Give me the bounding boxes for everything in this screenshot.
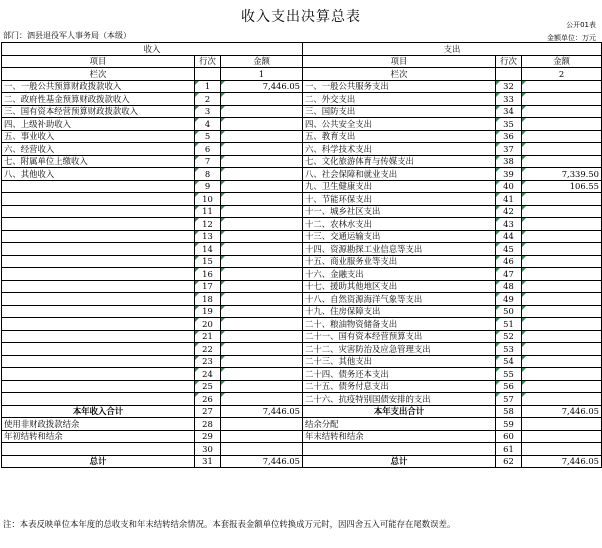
income-item-cell [2,268,195,281]
expense-item-cell: 十一、城乡社区支出 [303,205,496,218]
income-item-cell [2,393,195,406]
income-amount-cell [221,330,303,343]
income-item-cell: 年初结转和结余 [2,430,195,443]
income-amount-cell [221,230,303,243]
expense-line-header: 行次 [496,55,522,68]
expense-item-cell: 八、社会保障和就业支出 [303,168,496,181]
expense-amount-cell [522,255,602,268]
expense-line-cell: 48 [496,280,522,293]
income-line-cell: 7 [195,155,221,168]
expense-item-header: 项目 [303,55,496,68]
expense-col-number: 2 [522,68,602,81]
income-amount-cell [221,443,303,456]
expense-line-cell: 60 [496,430,522,443]
income-item-cell [2,230,195,243]
table-row [2,268,602,281]
expense-amount-cell [522,143,602,156]
income-line-cell: 3 [195,105,221,118]
expense-line-cell: 59 [496,418,522,431]
income-item-cell [2,180,195,193]
income-line-cell: 29 [195,430,221,443]
income-item-cell: 四、上级补助收入 [2,118,195,131]
expense-line-cell: 57 [496,393,522,406]
header-row-column-numbers [2,68,602,81]
income-line-cell: 24 [195,368,221,381]
footnote: 注：本表反映单位本年度的总收支和年末结转结余情况。本套报表金额单位转换成万元时，因四舍五入可能存在尾数误差。 [3,519,456,529]
expense-item-cell: 十、节能环保支出 [303,193,496,206]
expense-amount-cell [522,368,602,381]
expense-amount-cell [522,93,602,106]
expense-line-cell: 50 [496,305,522,318]
expense-amount-cell [522,430,602,443]
income-item-header: 项目 [2,55,195,68]
expense-line-cell: 40 [496,180,522,193]
income-amount-cell [221,243,303,256]
income-line-cell: 15 [195,255,221,268]
budget-summary-table [1,42,602,468]
expense-line-cell: 33 [496,93,522,106]
income-amount-cell [221,255,303,268]
income-item-cell [2,280,195,293]
form-number: 公开01表 [566,21,596,29]
expense-item-cell: 二十六、抗疫特别国债安排的支出 [303,393,496,406]
table-row [2,80,602,93]
expense-amount-cell: 106.55 [522,180,602,193]
income-item-cell [2,368,195,381]
expense-line-cell: 34 [496,105,522,118]
expense-line-cell: 36 [496,130,522,143]
table-row [2,305,602,318]
table-row [2,180,602,193]
expense-amount-cell [522,305,602,318]
expense-line-cell: 58 [496,405,522,418]
income-line-cell: 10 [195,193,221,206]
expense-amount-cell [522,268,602,281]
income-amount-cell: 7,446.05 [221,80,303,93]
expense-amount-cell [522,418,602,431]
expense-line-cell: 53 [496,343,522,356]
expense-line-cell: 49 [496,293,522,306]
expense-amount-cell [522,318,602,331]
expense-item-cell: 五、教育支出 [303,130,496,143]
income-item-cell [2,443,195,456]
expense-line-cell: 55 [496,368,522,381]
expense-item-cell: 本年支出合计 [303,405,496,418]
income-line-cell: 17 [195,280,221,293]
expense-item-cell: 十二、农林水支出 [303,218,496,231]
expense-item-cell: 十七、援助其他地区支出 [303,280,496,293]
expense-line-cell: 42 [496,205,522,218]
expense-line-cell: 37 [496,143,522,156]
income-amount-cell [221,180,303,193]
income-amount-cell [221,293,303,306]
expense-item-cell: 结余分配 [303,418,496,431]
income-item-cell: 使用非财政拨款结余 [2,418,195,431]
expense-item-cell: 十九、住房保障支出 [303,305,496,318]
income-item-cell [2,243,195,256]
table-row [2,418,602,431]
table-row [2,380,602,393]
income-amount-cell [221,355,303,368]
table-row [2,205,602,218]
expense-item-cell: 年末结转和结余 [303,430,496,443]
table-row [2,118,602,131]
expense-line-cell: 51 [496,318,522,331]
income-item-cell: 五、事业收入 [2,130,195,143]
income-item-cell [2,255,195,268]
expense-line-cell: 56 [496,380,522,393]
income-amount-cell [221,105,303,118]
income-line-cell: 25 [195,380,221,393]
expense-amount-cell [522,205,602,218]
income-header: 收入 [2,43,303,56]
income-line-cell: 28 [195,418,221,431]
income-line-cell: 22 [195,343,221,356]
income-amount-cell [221,280,303,293]
income-amount-cell [221,343,303,356]
expense-line-cell: 47 [496,268,522,281]
expense-item-cell: 六、科学技术支出 [303,143,496,156]
expense-line-cell: 32 [496,80,522,93]
expense-line-cell: 35 [496,118,522,131]
income-amount-cell [221,430,303,443]
table-row [2,230,602,243]
expense-item-cell: 二十、粮油物资储备支出 [303,318,496,331]
income-amount-cell [221,155,303,168]
income-item-cell: 一、一般公共预算财政拨款收入 [2,80,195,93]
expense-item-cell: 十四、资源勘探工业信息等支出 [303,243,496,256]
table-row [2,255,602,268]
expense-amount-header: 金额 [522,55,602,68]
income-amount-cell [221,205,303,218]
table-row [2,455,602,468]
income-line-cell: 21 [195,330,221,343]
income-line-cell: 19 [195,305,221,318]
expense-item-cell: 四、公共安全支出 [303,118,496,131]
income-line-cell: 4 [195,118,221,131]
income-amount-cell [221,130,303,143]
header-row-section [2,43,602,56]
table-row [2,318,602,331]
income-item-cell: 总计 [2,455,195,468]
income-amount-cell [221,305,303,318]
income-item-cell: 本年收入合计 [2,405,195,418]
expense-line-cell: 46 [496,255,522,268]
table-row [2,280,602,293]
income-item-cell: 七、附属单位上缴收入 [2,155,195,168]
expense-amount-cell [522,105,602,118]
income-item-cell [2,380,195,393]
income-amount-header: 金额 [221,55,303,68]
expense-amount-cell [522,243,602,256]
income-line-cell: 18 [195,293,221,306]
income-amount-cell [221,168,303,181]
expense-amount-cell [522,280,602,293]
expense-item-cell: 二十三、其他支出 [303,355,496,368]
expense-item-cell: 总计 [303,455,496,468]
income-line-cell: 12 [195,218,221,231]
income-amount-cell [221,268,303,281]
table-row [2,218,602,231]
table-row [2,355,602,368]
expense-amount-cell: 7,446.05 [522,455,602,468]
income-item-cell [2,305,195,318]
income-line-cell: 16 [195,268,221,281]
expense-line-cell: 52 [496,330,522,343]
income-amount-cell: 7,446.05 [221,405,303,418]
table-row [2,155,602,168]
income-item-cell: 三、国有资本经营预算财政拨款收入 [2,105,195,118]
income-line-cell: 5 [195,130,221,143]
page-title: 收入支出决算总表 [241,9,361,25]
income-col-label: 栏次 [2,68,195,81]
income-item-cell: 六、经营收入 [2,143,195,156]
expense-col-label: 栏次 [303,68,496,81]
income-line-cell: 30 [195,443,221,456]
expense-item-cell: 十三、交通运输支出 [303,230,496,243]
income-item-cell [2,293,195,306]
header-row-columns [2,55,602,68]
income-amount-cell [221,418,303,431]
expense-item-cell: 十五、商业服务业等支出 [303,255,496,268]
income-line-cell: 1 [195,80,221,93]
income-line-cell: 31 [195,455,221,468]
income-col-number: 1 [221,68,303,81]
expense-amount-cell [522,443,602,456]
expense-amount-cell [522,393,602,406]
income-line-cell: 20 [195,318,221,331]
table-row [2,168,602,181]
expense-amount-cell [522,293,602,306]
expense-line-cell: 44 [496,230,522,243]
income-line-cell: 11 [195,205,221,218]
income-amount-cell [221,380,303,393]
income-amount-cell [221,318,303,331]
income-amount-cell [221,93,303,106]
income-item-cell [2,193,195,206]
income-amount-cell [221,218,303,231]
income-item-cell [2,205,195,218]
expense-amount-cell [522,343,602,356]
table-row [2,405,602,418]
expense-amount-cell [522,80,602,93]
table-row [2,93,602,106]
income-line-cell: 9 [195,180,221,193]
expense-amount-cell [522,230,602,243]
expense-line-cell: 62 [496,455,522,468]
income-item-cell [2,343,195,356]
expense-item-cell: 二十五、债务付息支出 [303,380,496,393]
expense-amount-cell [522,193,602,206]
table-row [2,443,602,456]
income-amount-cell [221,193,303,206]
expense-item-cell: 二十四、债务还本支出 [303,368,496,381]
income-line-cell: 2 [195,93,221,106]
income-line-cell: 8 [195,168,221,181]
income-item-cell [2,318,195,331]
income-line-cell: 23 [195,355,221,368]
expense-line-cell: 61 [496,443,522,456]
expense-item-cell: 七、文化旅游体育与传媒支出 [303,155,496,168]
table-row [2,130,602,143]
income-amount-cell [221,393,303,406]
expense-item-cell: 三、国防支出 [303,105,496,118]
expense-line-cell: 38 [496,155,522,168]
table-row [2,330,602,343]
expense-amount-cell: 7,446.05 [522,405,602,418]
table-row [2,105,602,118]
expense-line-cell: 54 [496,355,522,368]
expense-amount-cell [522,155,602,168]
table-row [2,393,602,406]
expense-amount-cell: 7,339.50 [522,168,602,181]
expense-item-cell: 十六、金融支出 [303,268,496,281]
table-row [2,143,602,156]
expense-item-cell: 十八、自然资源海洋气象等支出 [303,293,496,306]
income-line-cell: 26 [195,393,221,406]
income-item-cell [2,218,195,231]
income-item-cell: 八、其他收入 [2,168,195,181]
income-line-header: 行次 [195,55,221,68]
expense-col-blank [496,68,522,81]
expense-amount-cell [522,130,602,143]
income-line-cell: 13 [195,230,221,243]
income-amount-cell [221,118,303,131]
income-item-cell [2,330,195,343]
expense-line-cell: 41 [496,193,522,206]
table-row [2,430,602,443]
income-amount-cell: 7,446.05 [221,455,303,468]
expense-item-cell [303,443,496,456]
department-label: 部门：泗县退役军人事务局（本级） [3,31,131,40]
table-row [2,293,602,306]
expense-line-cell: 39 [496,168,522,181]
expense-amount-cell [522,330,602,343]
table-row [2,368,602,381]
expense-item-cell: 二十二、灾害防治及应急管理支出 [303,343,496,356]
income-col-blank [195,68,221,81]
income-amount-cell [221,143,303,156]
expense-amount-cell [522,218,602,231]
expense-line-cell: 45 [496,243,522,256]
expense-item-cell: 二、外交支出 [303,93,496,106]
expense-header: 支出 [303,43,602,56]
income-line-cell: 14 [195,243,221,256]
income-item-cell: 二、政府性基金预算财政拨款收入 [2,93,195,106]
table-row [2,243,602,256]
expense-amount-cell [522,118,602,131]
income-line-cell: 27 [195,405,221,418]
income-amount-cell [221,368,303,381]
table-row [2,193,602,206]
expense-amount-cell [522,355,602,368]
income-line-cell: 6 [195,143,221,156]
table-row [2,343,602,356]
expense-amount-cell [522,380,602,393]
expense-item-cell: 二十一、国有资本经营预算支出 [303,330,496,343]
expense-line-cell: 43 [496,218,522,231]
unit-label: 金额单位：万元 [547,34,596,42]
expense-item-cell: 一、一般公共服务支出 [303,80,496,93]
expense-item-cell: 九、卫生健康支出 [303,180,496,193]
income-item-cell [2,355,195,368]
